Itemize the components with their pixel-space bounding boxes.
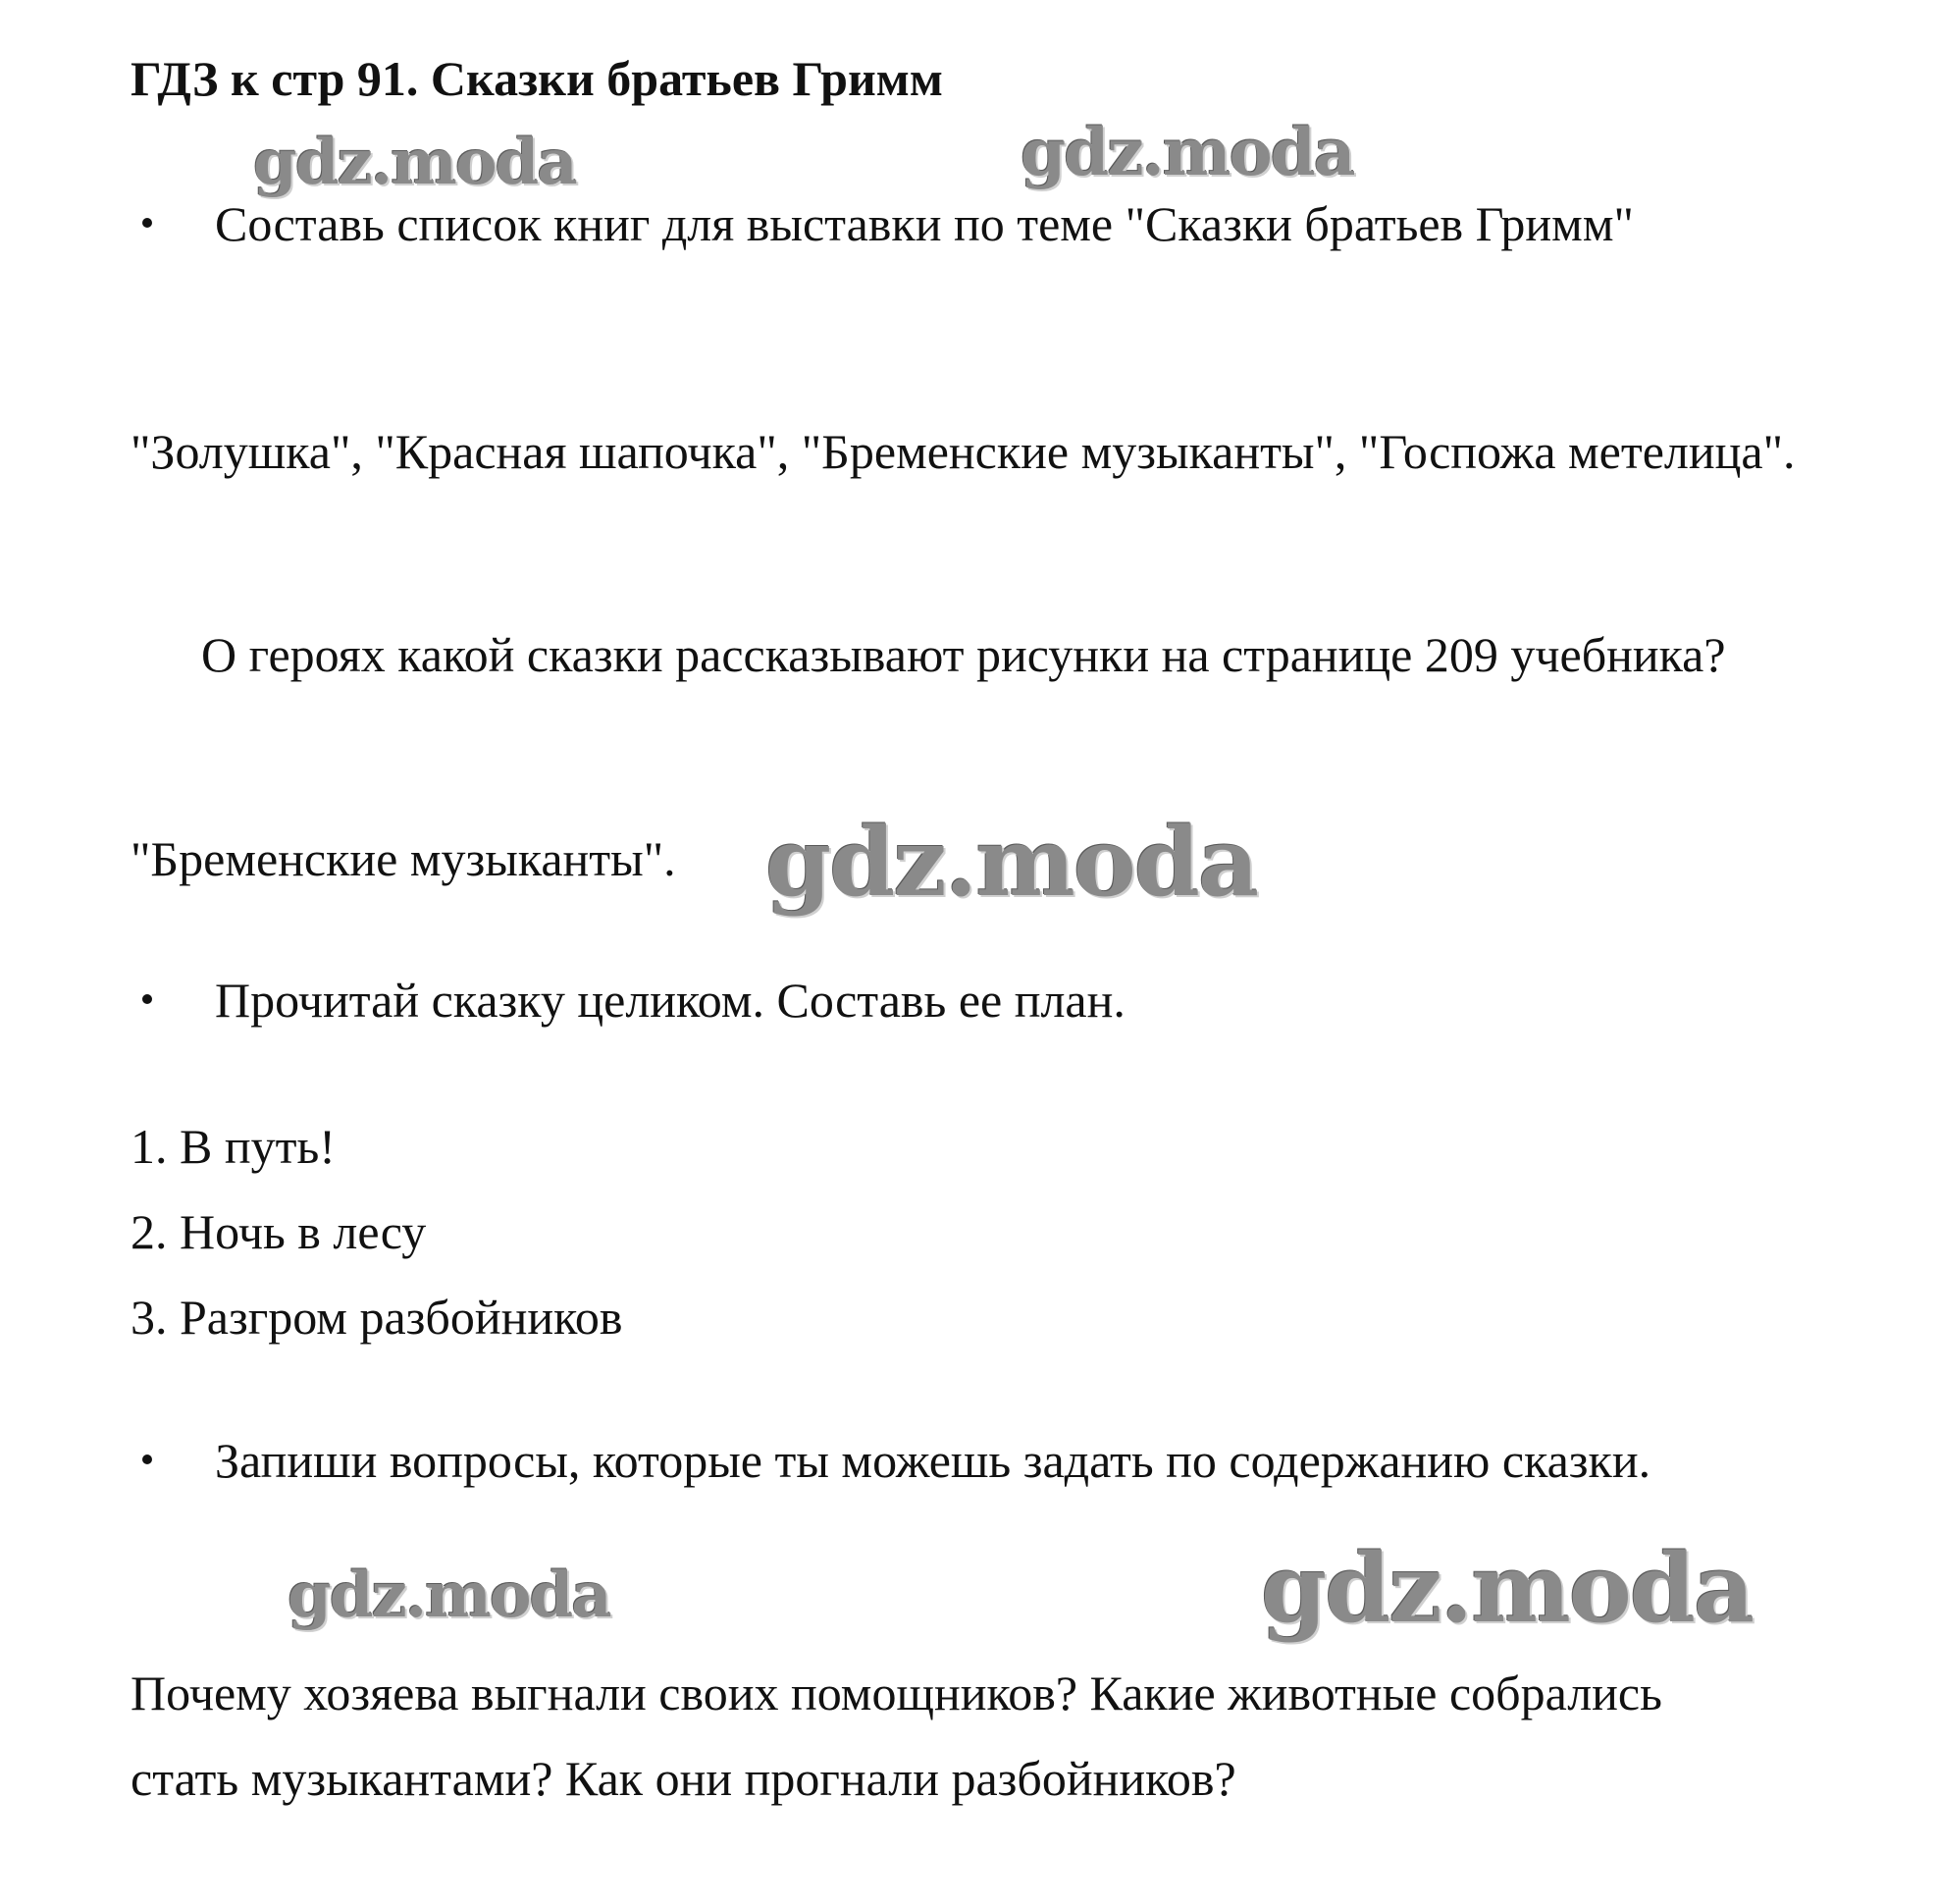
bullet-icon (142, 994, 152, 1004)
page-title: ГДЗ к стр 91. Сказки братьев Гримм (131, 51, 943, 106)
plan-item: 2. Ночь в лесу (131, 1204, 427, 1259)
answer-paragraph: "Бременские музыканты". (131, 831, 676, 886)
watermark: gdz.moda (288, 1559, 610, 1632)
task-text: Прочитай сказку целиком. Составь ее план. (215, 973, 1126, 1028)
answer-paragraph: Почему хозяева выгнали своих помощников? Какие животные собрались стать музыкантами? Как они прогнали разбойников? (131, 1666, 1662, 1806)
watermark: gdz.moda (1261, 1533, 1754, 1644)
watermark: gdz.moda (765, 807, 1258, 918)
plan-item: 3. Разгром разбойников (131, 1290, 623, 1345)
task-text: Запиши вопросы, которые ты можешь задать по содержанию сказки. (215, 1433, 1651, 1488)
watermark: gdz.moda (1021, 114, 1354, 190)
task-text: Составь список книг для выставки по теме "Сказки братьев Гримм" (215, 196, 1634, 251)
watermark: gdz.moda (253, 126, 576, 199)
bullet-icon (142, 1454, 152, 1464)
question-paragraph: О героях какой сказки рассказывают рисунки на странице 209 учебника? (201, 627, 1726, 682)
answer-paragraph: "Золушка", "Красная шапочка", "Бременские музыканты", "Госпожа метелица". (131, 424, 1796, 479)
plan-item: 1. В путь! (131, 1119, 336, 1174)
bullet-icon (142, 218, 152, 228)
